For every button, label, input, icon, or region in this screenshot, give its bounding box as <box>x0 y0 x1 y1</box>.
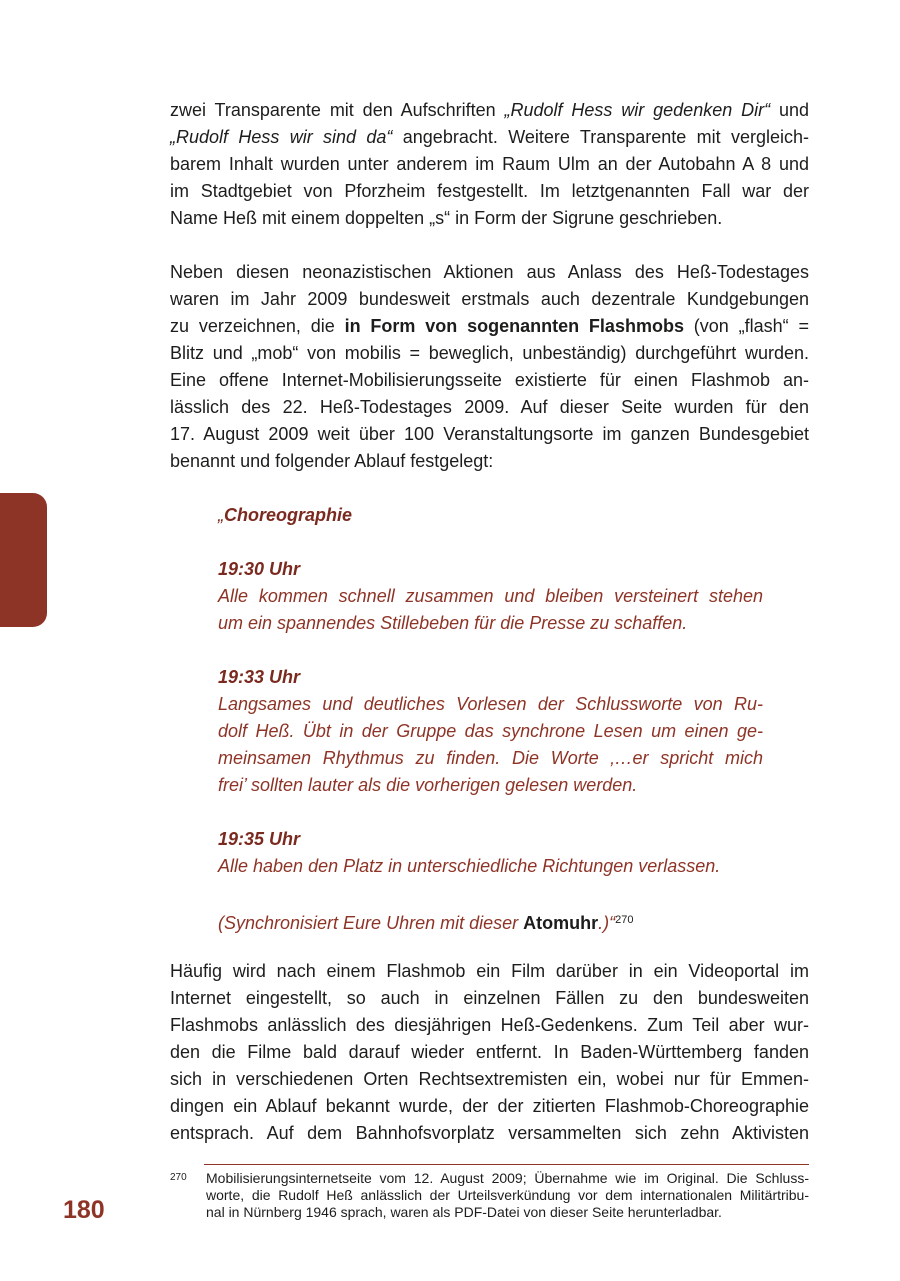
p3-line-4: den die Filme bald darauf wieder entfernt. In Baden-Württemberg fanden <box>170 1042 809 1062</box>
page-number: 180 <box>63 1196 105 1224</box>
p3-line-7: entsprach. Auf dem Bahnhofsvorplatz versammelten sich zehn Aktivisten <box>170 1123 809 1143</box>
quote-closing-text: (Synchronisiert Eure Uhren mit dieser <box>218 913 524 933</box>
p2-line-4: Blitz und „mob“ von mobilis = beweglich, unbeständig) durchgeführt wurden. <box>170 343 809 363</box>
p1-line-3: barem Inhalt wurden unter anderem im Raum Ulm an der Autobahn A 8 und <box>170 154 809 174</box>
quote-step-2-line-3: meinsamen Rhythmus zu finden. Die Worte ‚…er spricht mich <box>218 748 763 768</box>
quote-step-1-line-1: Alle kommen schnell zusammen und bleiben versteinert stehen <box>218 586 763 606</box>
footnote-number: 270 <box>170 1172 187 1183</box>
p1-line-4: im Stadtgebiet von Pforzheim festgestellt. Im letztgenannten Fall war der <box>170 181 809 201</box>
p2-line-3a: zu verzeichnen, die <box>170 316 345 336</box>
p1-line-2b: angebracht. Weitere Transparente mit vergleich- <box>392 127 809 147</box>
quote-time-1: 19:30 Uhr <box>218 559 301 579</box>
p2-line-7: 17. August 2009 weit über 100 Veranstaltungsorte im ganzen Bundesgebiet <box>170 424 809 444</box>
quote-step-1-line-2: um ein spannendes Stillebeben für die Presse zu schaffen. <box>218 613 688 633</box>
p2-line-8: benannt und folgender Ablauf festgelegt: <box>170 451 494 471</box>
footnote-line-1: Mobilisierungsinternetseite vom 12. August 2009; Übernahme wie im Original. Die Schluss- <box>206 1170 809 1186</box>
quote-step-3-line-1: Alle haben den Platz in unterschiedliche Richtungen verlassen. <box>218 856 721 876</box>
quote-step-2-line-2: dolf Heß. Übt in der Gruppe das synchrone Lesen um einen ge- <box>218 721 763 741</box>
paragraph-3 <box>170 958 809 1147</box>
footnote-reference: 270 <box>615 914 634 926</box>
footnote-line-2: worte, die Rudolf Heß anlässlich der Urteilsverkündung vor dem internationalen Militärtribu- <box>206 1187 809 1203</box>
p1-quote-1: „Rudolf Hess wir gedenken Dir“ <box>504 100 771 120</box>
quote-open-mark: „ <box>218 505 224 525</box>
p1-quote-2: „Rudolf Hess wir sind da“ <box>170 127 393 147</box>
quote-step-1930 <box>218 556 763 637</box>
quote-time-2: 19:33 Uhr <box>218 667 301 687</box>
quote-step-1935 <box>218 826 763 880</box>
p3-line-1: Häufig wird nach einem Flashmob ein Film darüber in ein Videoportal im <box>170 961 809 981</box>
p3-line-3: Flashmobs anlässlich des diesjährigen Heß-Gedenkens. Zum Teil aber wur- <box>170 1015 809 1035</box>
p3-line-5: sich in verschiedenen Orten Rechtsextremisten ein, wobei nur für Emmen- <box>170 1069 809 1089</box>
quote-step-1933 <box>218 664 763 799</box>
footnote-line-3: nal in Nürnberg 1946 sprach, waren als PDF-Datei von dieser Seite herunterladbar. <box>206 1204 722 1220</box>
p2-line-3c: (von „flash“ = <box>683 316 809 336</box>
p1-line-1c: und <box>770 100 809 120</box>
p1-line-5: Name Heß mit einem doppelten „s“ in Form der Sigrune geschrieben. <box>170 208 723 228</box>
quote-time-3: 19:35 Uhr <box>218 829 301 849</box>
footnote-text <box>206 1170 809 1221</box>
p3-line-2: Internet eingestellt, so auch in einzelnen Fällen zu den bundesweiten <box>170 988 809 1008</box>
quote-heading-text: Choreographie <box>224 505 353 525</box>
quote-step-2-line-1: Langsames und deutliches Vorlesen der Schlussworte von Ru- <box>218 694 763 714</box>
quote-closing-end: .)“ <box>598 913 616 933</box>
quote-atomuhr: Atomuhr <box>523 913 599 933</box>
p1-line-1a: zwei Transparente mit den Aufschriften <box>170 100 505 120</box>
paragraph-2 <box>170 259 809 475</box>
p2-line-2: waren im Jahr 2009 bundesweit erstmals auch dezentrale Kundgebungen <box>170 289 809 309</box>
quote-closing <box>218 907 763 937</box>
quote-heading <box>218 502 763 529</box>
chapter-tab-marker <box>0 493 47 627</box>
p2-bold-flashmobs: in Form von sogenannten Flashmobs <box>344 316 684 336</box>
paragraph-1 <box>170 97 809 232</box>
choreography-quote <box>218 502 763 955</box>
footnote-divider <box>204 1164 809 1165</box>
p2-line-5: Eine offene Internet-Mobilisierungsseite existierte für einen Flashmob an- <box>170 370 809 390</box>
p2-line-6: lässlich des 22. Heß-Todestages 2009. Auf dieser Seite wurden für den <box>170 397 809 417</box>
quote-step-2-line-4: frei’ sollten lauter als die vorherigen gelesen werden. <box>218 775 638 795</box>
p2-line-1: Neben diesen neonazistischen Aktionen aus Anlass des Heß-Todestages <box>170 262 809 282</box>
p3-line-6: dingen ein Ablauf bekannt wurde, der der zitierten Flashmob-Choreographie <box>170 1096 809 1116</box>
